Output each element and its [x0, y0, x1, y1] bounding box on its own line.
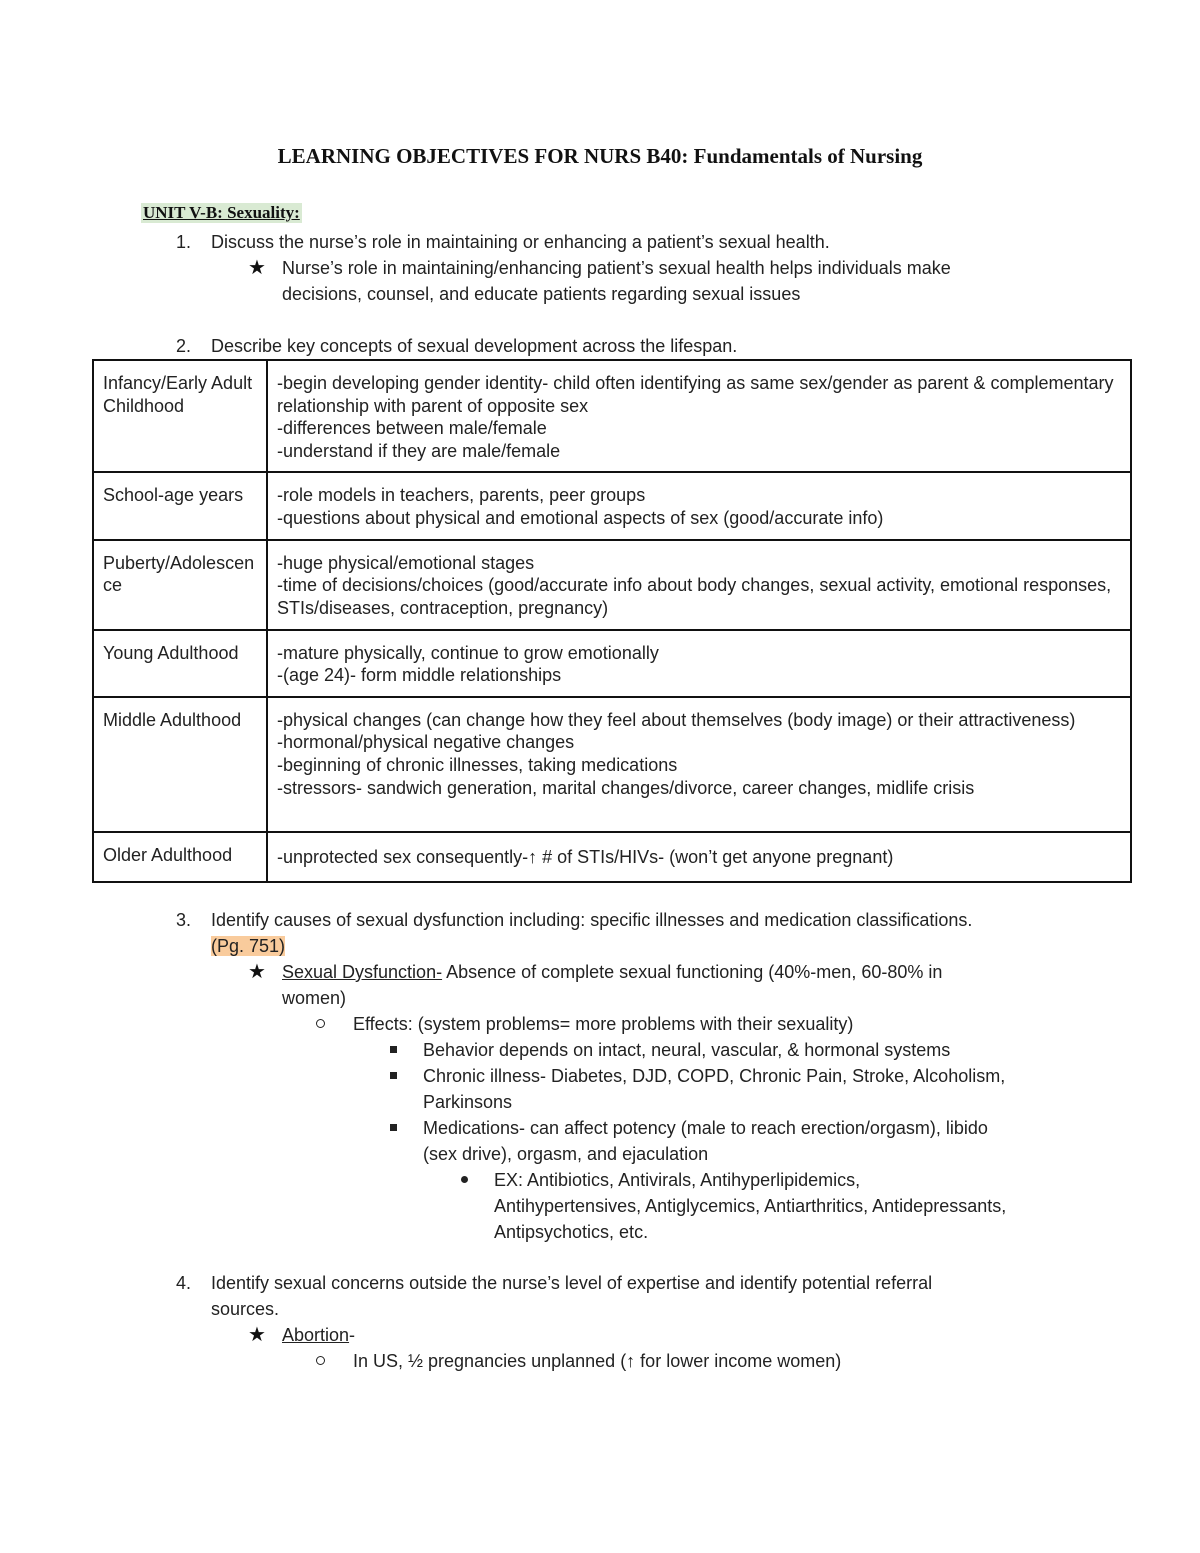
stage-cell: Young Adulthood — [93, 630, 267, 697]
chronic-illness-line-2: Parkinsons — [423, 1092, 513, 1112]
stage-cell: Older Adulthood — [93, 832, 267, 882]
description-line: -role models in teachers, parents, peer groups — [277, 485, 646, 506]
stage-cell: Middle Adulthood — [93, 697, 267, 832]
objective-4-text-line-2: sources. — [211, 1299, 280, 1319]
stage-description-cell — [267, 360, 1131, 472]
chronic-illness-line-1: Chronic illness- Diabetes, DJD, COPD, Chronic Pain, Stroke, Alcoholism, — [423, 1066, 1006, 1086]
stage-description-cell — [267, 630, 1131, 697]
page-title: LEARNING OBJECTIVES FOR NURS B40: Fundamentals of Nursing — [277, 144, 923, 168]
objective-2-number: 2. — [176, 336, 192, 356]
examples-line-2: Antihypertensives, Antiglycemics, Antiarthritics, Antidepressants, — [494, 1196, 1007, 1216]
dysfunction-term: Sexual Dysfunction- — [282, 962, 443, 982]
description-line: -stressors- sandwich generation, marital changes/divorce, career changes, midlife crisis — [277, 777, 975, 798]
description-line: -physical changes (can change how they feel about themselves (body image) or their attractiveness) — [277, 709, 1076, 730]
abortion-term: Abortion — [282, 1325, 350, 1345]
stage-description-cell — [267, 472, 1131, 539]
description-line: -huge physical/emotional stages — [277, 552, 535, 573]
description-line: -(age 24)- form middle relationships — [277, 665, 562, 686]
objective-1-bullet-line-1: Nurse’s role in maintaining/enhancing patient’s sexual health helps individuals make — [282, 258, 951, 278]
circle-bullet-icon — [316, 1356, 325, 1365]
lifespan-table — [92, 359, 1132, 883]
examples-line-3: Antipsychotics, etc. — [494, 1222, 649, 1242]
effects-text: Effects: (system problems= more problems with their sexuality) — [353, 1014, 854, 1034]
stage-description-cell — [267, 697, 1131, 832]
table-row — [93, 540, 1131, 630]
description-line: -questions about physical and emotional aspects of sex (good/accurate info) — [277, 507, 884, 528]
abortion-line — [282, 1322, 355, 1348]
square-bullet-icon — [390, 1072, 397, 1079]
description-line: -time of decisions/choices (good/accurate info about body changes, sexual activity, emotional responses, STIs/diseases, contraception, pregnancy) — [277, 575, 1112, 618]
table-row — [93, 697, 1131, 832]
abortion-dash: - — [349, 1325, 356, 1345]
circle-bullet-icon — [316, 1019, 325, 1028]
stage-cell: Infancy/Early Adult Childhood — [93, 360, 267, 472]
description-line: -understand if they are male/female — [277, 440, 561, 461]
table-row — [93, 360, 1131, 472]
page-ref-wrap — [211, 933, 285, 959]
table-row — [93, 832, 1131, 882]
behavior-text: Behavior depends on intact, neural, vascular, & hormonal systems — [423, 1040, 951, 1060]
objective-1-bullet-line-2: decisions, counsel, and educate patients regarding sexual issues — [282, 284, 801, 304]
page-reference: (Pg. 751) — [211, 936, 286, 956]
objective-3-number: 3. — [176, 910, 192, 930]
description-line: -mature physically, continue to grow emotionally — [277, 642, 659, 663]
description-line: -begin developing gender identity- child often identifying as same sex/gender as parent & complementary relationship with parent of opposite sex — [277, 373, 1114, 416]
stage-cell: School-age years — [93, 472, 267, 539]
description-line: -hormonal/physical negative changes — [277, 732, 575, 753]
objective-1-text: Discuss the nurse’s role in maintaining or enhancing a patient’s sexual health. — [211, 232, 830, 252]
dysfunction-line-2: women) — [282, 988, 347, 1008]
dysfunction-definition: Absence of complete sexual functioning (40%-men, 60-80% in — [442, 962, 943, 982]
medications-line-1: Medications- can affect potency (male to reach erection/orgasm), libido — [423, 1118, 988, 1138]
table-row — [93, 472, 1131, 539]
stage-description-cell — [267, 832, 1131, 882]
star-bullet-icon: ★ — [248, 1324, 266, 1346]
objective-2-text: Describe key concepts of sexual development across the lifespan. — [211, 336, 738, 356]
objective-4-number: 4. — [176, 1273, 192, 1293]
star-bullet-icon: ★ — [248, 257, 266, 279]
description-line: -unprotected sex consequently-↑ # of STIs/HIVs- (won’t get anyone pregnant) — [277, 847, 894, 868]
description-line: -differences between male/female — [277, 418, 547, 439]
dot-bullet-icon — [461, 1176, 468, 1183]
stage-cell: Puberty/Adolescence — [93, 540, 267, 630]
objective-3-text: Identify causes of sexual dysfunction including: specific illnesses and medication classifications. — [211, 910, 973, 930]
examples-line-1: EX: Antibiotics, Antivirals, Antihyperlipidemics, — [494, 1170, 861, 1190]
medications-line-2: (sex drive), orgasm, and ejaculation — [423, 1144, 709, 1164]
dysfunction-line-1 — [282, 959, 942, 985]
objective-4-text-line-1: Identify sexual concerns outside the nurse’s level of expertise and identify potential referral — [211, 1273, 933, 1293]
description-line: -beginning of chronic illnesses, taking medications — [277, 754, 678, 775]
unit-heading: UNIT V-B: Sexuality: — [143, 203, 300, 222]
star-bullet-icon: ★ — [248, 961, 266, 983]
us-statistic-text: In US, ½ pregnancies unplanned (↑ for lower income women) — [353, 1351, 842, 1371]
square-bullet-icon — [390, 1046, 397, 1053]
table-row — [93, 630, 1131, 697]
objective-1-number: 1. — [176, 232, 192, 252]
square-bullet-icon — [390, 1124, 397, 1131]
stage-description-cell — [267, 540, 1131, 630]
